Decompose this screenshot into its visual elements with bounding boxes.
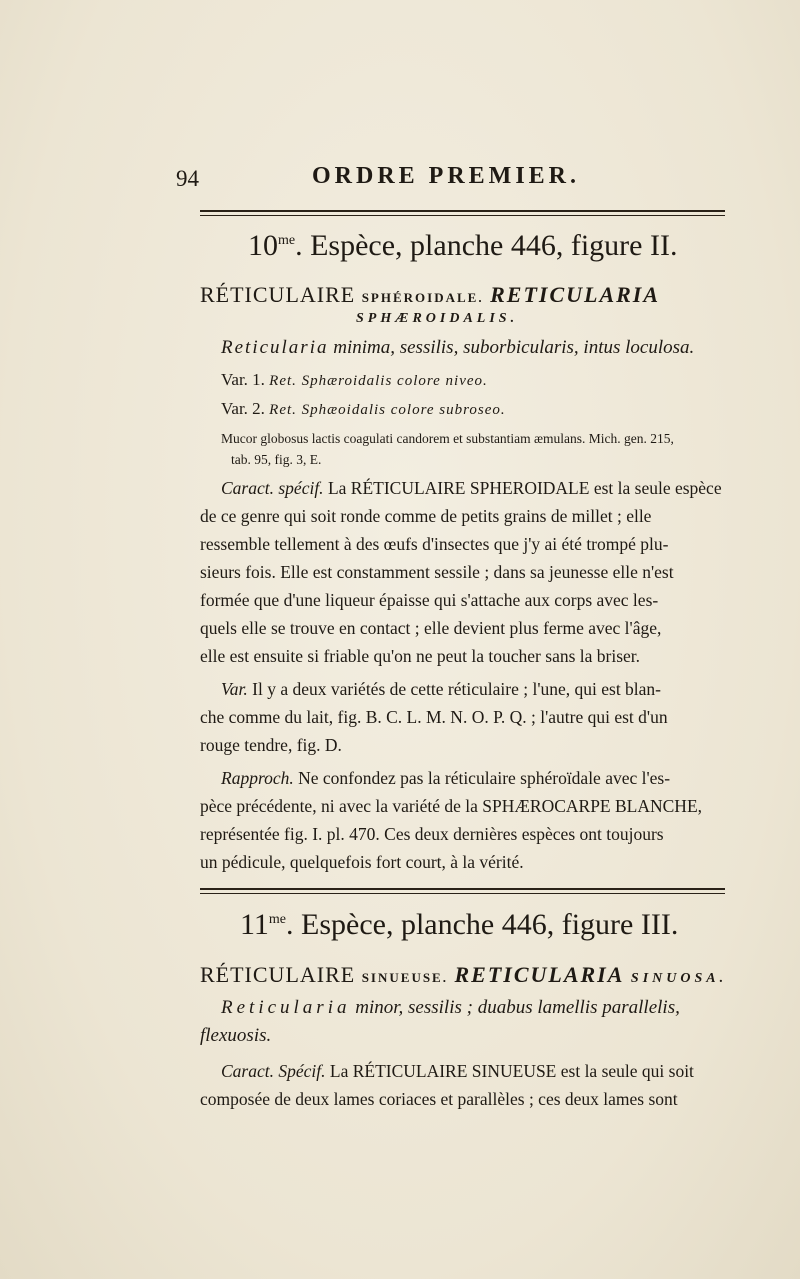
rapproch-line-2: pèce précédente, ni avec la variété de la SPHÆROCARPE BLANCHE, bbox=[200, 796, 703, 816]
page-number: 94 bbox=[176, 166, 199, 191]
diagnosis-genus: Reticularia bbox=[221, 337, 329, 358]
var-line-2: che comme du lait, fig. B. C. L. M. N. O. P. Q. ; l'autre qui est d'un bbox=[200, 707, 668, 727]
caract-line-7: elle est ensuite si friable qu'on ne peut la toucher sans la briser. bbox=[200, 646, 641, 666]
var-line-3: rouge tendre, fig. D. bbox=[200, 735, 342, 755]
caract-line-1 bbox=[221, 478, 722, 499]
heading-ordinal: me bbox=[278, 233, 296, 248]
latin-genus: RETICULARIA bbox=[490, 282, 661, 307]
rapproch-line-1 bbox=[221, 768, 670, 789]
caract-label: Caract. spécif. bbox=[221, 478, 324, 498]
diagnosis-text: minima, sessilis, suborbicularis, intus loculosa. bbox=[328, 337, 695, 358]
running-head: ORDRE PREMIER. bbox=[312, 163, 581, 189]
synonym-line-2: tab. 95, fig. 3, E. bbox=[231, 452, 322, 467]
middle-rule bbox=[200, 888, 725, 894]
french-epithet: SINUEUSE. bbox=[361, 970, 448, 985]
variety-label: Var. 1. bbox=[221, 370, 265, 389]
species-10-heading bbox=[248, 229, 677, 263]
species-11-name bbox=[200, 962, 727, 988]
diagnosis-genus: Reticularia bbox=[221, 997, 351, 1018]
rapproch-label: Rapproch. bbox=[221, 768, 294, 788]
caract-line-4: sieurs fois. Elle est constamment sessile ; dans sa jeunesse elle n'est bbox=[200, 562, 674, 582]
species-10-diagnosis bbox=[221, 337, 694, 359]
caract-11-line-1 bbox=[221, 1061, 694, 1082]
top-rule bbox=[200, 210, 725, 216]
diagnosis-text: minor, sessilis ; duabus lamellis parallelis, bbox=[350, 997, 680, 1018]
caract-line-3: ressemble tellement à des œufs d'insectes que j'y ai été trompé plu- bbox=[200, 534, 669, 554]
heading-number: 11 bbox=[240, 908, 269, 941]
heading-number: 10 bbox=[248, 229, 278, 262]
species-11-diagnosis-1 bbox=[221, 997, 680, 1019]
synonym-line-1: Mucor globosus lactis coagulati candorem et substantiam æmulans. Mich. gen. 215, bbox=[221, 431, 674, 446]
caract-line-5: formée que d'une liqueur épaisse qui s'attache aux corps avec les- bbox=[200, 590, 659, 610]
var-label: Var. bbox=[221, 679, 248, 699]
variety-text: Ret. Sphæoidalis colore subroseo. bbox=[269, 402, 506, 418]
species-11-diagnosis-2: flexuosis. bbox=[200, 1025, 272, 1046]
rapproch-line-3: représentée fig. I. pl. 470. Ces deux dernières espèces ont toujours bbox=[200, 824, 664, 844]
heading-ordinal: me bbox=[268, 912, 286, 927]
caract-line-6: quels elle se trouve en contact ; elle devient plus ferme avec l'âge, bbox=[200, 618, 662, 638]
latin-genus: RETICULARIA bbox=[454, 962, 625, 987]
rapproch-text: Ne confondez pas la réticulaire sphéroïdale avec l'es- bbox=[298, 768, 671, 788]
latin-epithet: SINUOSA. bbox=[630, 971, 728, 986]
var-line-1 bbox=[221, 679, 661, 700]
rapproch-line-4: un pédicule, quelquefois fort court, à la vérité. bbox=[200, 852, 524, 872]
heading-text: . Espèce, planche 446, figure III. bbox=[286, 908, 679, 941]
heading-text: . Espèce, planche 446, figure II. bbox=[295, 229, 678, 262]
french-epithet: SPHÉROIDALE. bbox=[361, 290, 484, 305]
caract-label: Caract. Spécif. bbox=[221, 1061, 326, 1081]
variety-text: Ret. Sphæroidalis colore niveo. bbox=[269, 373, 488, 389]
caract-text: La RÉTICULAIRE SINUEUSE est la seule qui soit bbox=[329, 1061, 694, 1081]
french-genus: RÉTICULAIRE bbox=[200, 962, 356, 987]
var-text: Il y a deux variétés de cette réticulaire ; l'une, qui est blan- bbox=[252, 679, 662, 699]
caract-11-line-2: composée de deux lames coriaces et parallèles ; ces deux lames sont bbox=[200, 1089, 678, 1109]
variety-2 bbox=[221, 399, 506, 419]
variety-1 bbox=[221, 370, 488, 390]
caract-text: La RÉTICULAIRE SPHEROIDALE est la seule espèce bbox=[327, 478, 722, 498]
species-11-heading bbox=[240, 908, 678, 942]
latin-epithet: SPHÆROIDALIS. bbox=[356, 311, 519, 326]
variety-label: Var. 2. bbox=[221, 399, 265, 418]
caract-line-2: de ce genre qui soit ronde comme de petits grains de millet ; elle bbox=[200, 506, 652, 526]
french-genus: RÉTICULAIRE bbox=[200, 282, 356, 307]
species-10-name bbox=[200, 282, 660, 308]
